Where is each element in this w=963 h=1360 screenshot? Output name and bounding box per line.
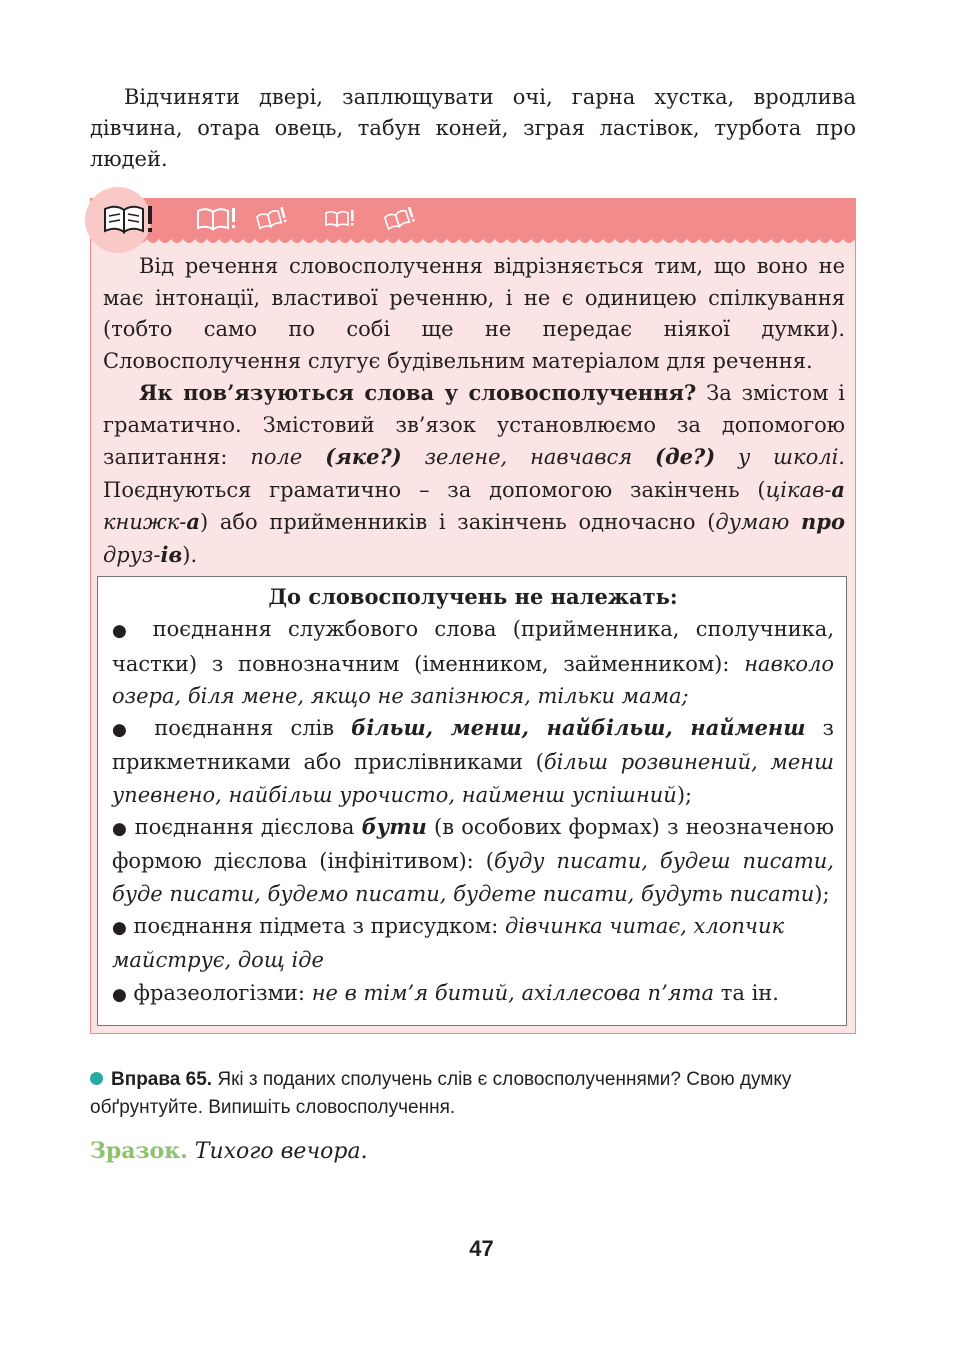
rule-box [90, 198, 856, 1034]
exception-example: буду писати, будеш писати, буде писати, будемо писати, будете писати, будуть писати [112, 849, 834, 906]
exception-text: фразеологізми: [126, 980, 312, 1005]
exercise-text: Які з поданих сполучень слів є словосполученнями? Свою думку обґрунтуйте. Випишіть словосполучення. [90, 1069, 792, 1118]
rule-question: Як пов’язуються слова у словосполучення? [139, 380, 697, 405]
rule-example: у школі. [715, 445, 845, 469]
sample-label: Зразок. [90, 1138, 188, 1164]
bullet-icon: ● [112, 720, 138, 741]
rule-text-span: ). [182, 542, 198, 567]
exception-text: поєднання слів [137, 716, 352, 741]
exception-keywords: бути [361, 814, 427, 840]
rule-example: поле [250, 445, 326, 469]
book-exclamation-icon [383, 207, 417, 231]
rule-example-ending: ів [160, 541, 183, 567]
exercise-65 [90, 1066, 870, 1122]
exception-text: з прикметниками або прислівниками ( [112, 716, 834, 775]
rule-example-ending: а [186, 509, 201, 534]
rule-example: книжк- [103, 510, 187, 534]
rule-text [103, 251, 845, 571]
exception-example: не в тім’я битий, ахіллесова п’ята [311, 980, 715, 1005]
exception-text: (в особових формах) з неозначеною формою дієслова (інфінітивом): ( [112, 815, 834, 874]
exception-text: поєднання підмета з присудком: [126, 913, 505, 938]
exceptions-title: До словосполучень не належать: [268, 584, 678, 609]
intro-text: Відчиняти двері, заплющувати очі, гарна хустка, вродлива дівчина, отара овець, табун коней, зграя ластівок, турбота про людей. [90, 85, 856, 171]
exception-example: навколо озера, біля мене, якщо не запізнюся, тільки мама; [112, 651, 834, 708]
exception-text: поєднання службового слова (прийменника, сполучника, частки) з повнозначним (іменником, займенником): [112, 617, 835, 676]
exception-item-5 [112, 977, 834, 1011]
exception-keywords: більш, менш, найбільш, найменш [351, 715, 806, 741]
rule-text-span: ) або прийменників і закінчень одночасно ( [200, 510, 716, 534]
exception-item-2 [112, 712, 834, 811]
book-exclamation-icon [323, 207, 357, 231]
sample [90, 1136, 368, 1167]
exception-item-3 [112, 811, 834, 910]
page-number: 47 [469, 1236, 494, 1261]
exception-text: ); [676, 782, 693, 807]
rule-example-ending: а [831, 476, 845, 502]
rule-example: думаю [715, 510, 802, 534]
book-exclamation-icon [255, 207, 289, 231]
intro-paragraph [90, 82, 856, 175]
rule-example-preposition: про [801, 509, 845, 534]
sample-text: Тихого вечора. [194, 1139, 368, 1164]
exception-example: дівчинка читає, хлопчик майструє, дощ іде [112, 913, 785, 973]
rule-paragraph-1: Від речення словосполучення відрізняється тим, що воно не має інтонації, властивої реченню, і не є одиницею спілкування (тобто само по собі ще не передає ніякої думки). Словосполучення слугує будівельним матеріалом для речення. [103, 254, 845, 373]
rule-example: зелене, навчався [401, 445, 656, 469]
rule-text-span: Поєднуються граматично – за допомогою закінчень ( [103, 477, 766, 502]
exercise-label: Вправа 65. [111, 1069, 213, 1090]
rule-example-question: (яке?) [325, 444, 402, 469]
exception-item-4 [112, 910, 834, 977]
exception-example: більш розвинений, менш упевнено, найбільш урочисто, найменш успішний [112, 750, 834, 807]
rule-example: цікав- [765, 477, 832, 502]
exception-item-1 [112, 613, 834, 712]
bullet-icon: ● [112, 917, 127, 938]
bullet-icon: ● [112, 621, 137, 642]
rule-example: друз- [103, 542, 161, 567]
bullet-icon: ● [112, 984, 127, 1005]
rule-paragraph-2 [103, 377, 845, 571]
book-exclamation-icon [99, 201, 157, 237]
rule-header-scallop [91, 235, 855, 247]
bullet-icon: ● [112, 819, 128, 840]
book-exclamation-icon [195, 205, 239, 233]
exceptions-box [97, 576, 847, 1026]
rule-example-question: (де?) [655, 444, 716, 469]
rule-text-span: За змістом і граматично. Змістовий зв’язок установлюємо за допомогою запитання: [103, 381, 845, 469]
exception-text: поєднання дієслова [127, 815, 362, 840]
exception-text: та ін. [714, 980, 779, 1005]
exercise-dot-icon [90, 1072, 103, 1085]
exception-text: ); [814, 881, 830, 906]
